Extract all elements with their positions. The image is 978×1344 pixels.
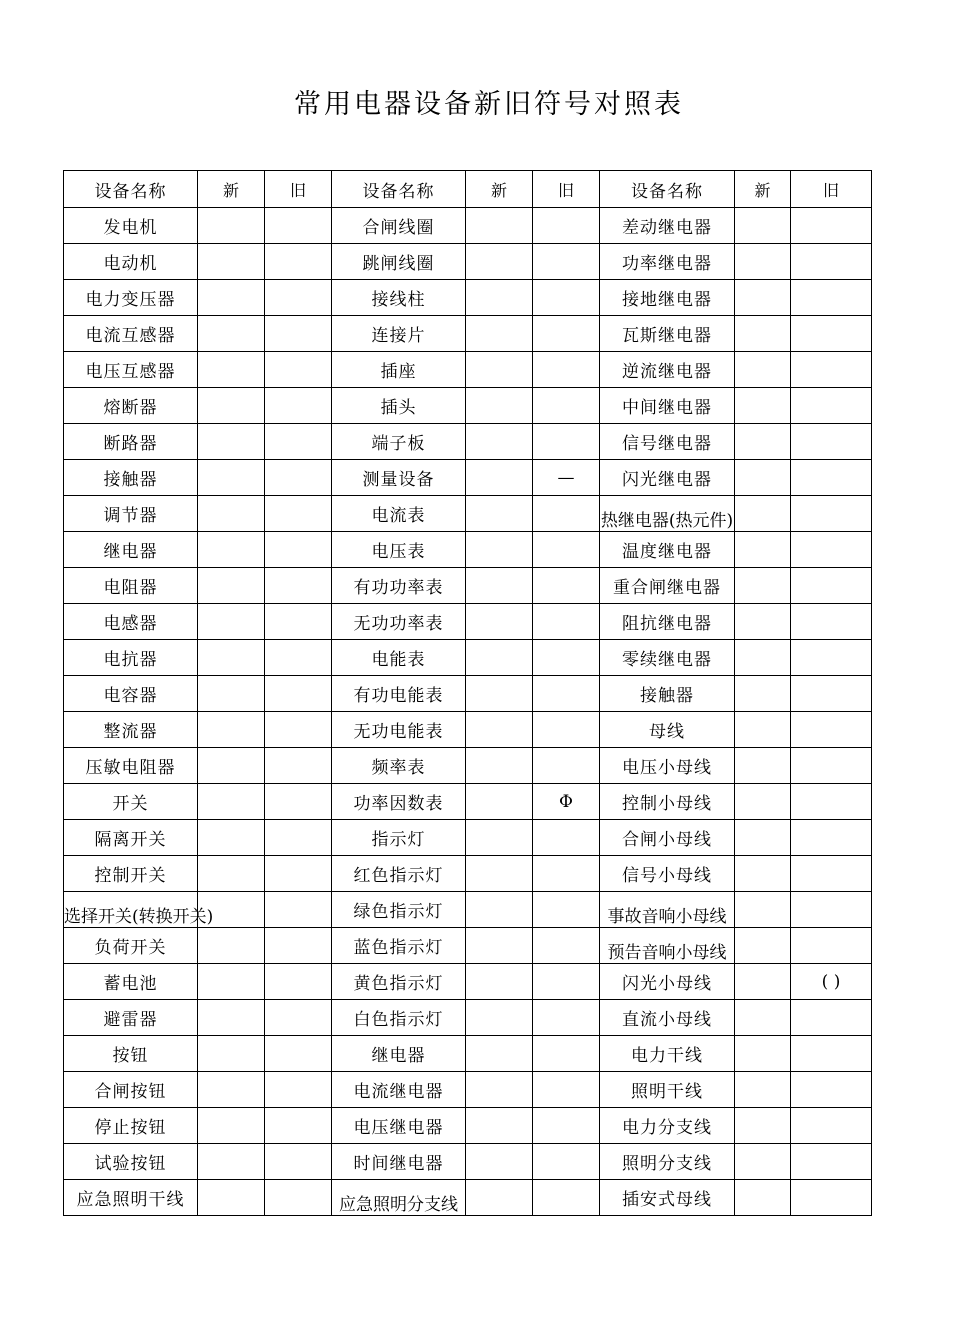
- old-symbol-cell: [533, 928, 600, 964]
- old-symbol-cell: [533, 244, 600, 280]
- old-symbol-cell: [265, 748, 332, 784]
- new-symbol-cell: [466, 892, 533, 928]
- old-symbol-cell: [791, 496, 872, 532]
- header-old-2: 旧: [533, 171, 600, 208]
- new-symbol-cell: [198, 820, 265, 856]
- device-name-cell: 电力干线: [600, 1036, 735, 1072]
- old-symbol-cell: [533, 496, 600, 532]
- device-name-cell: 直流小母线: [600, 1000, 735, 1036]
- new-symbol-cell: [735, 1000, 791, 1036]
- device-name-cell: 电能表: [332, 640, 466, 676]
- page-title: 常用电器设备新旧符号对照表: [294, 89, 684, 120]
- header-new-2: 新: [466, 171, 533, 208]
- table-row: [64, 928, 872, 964]
- new-symbol-cell: [198, 460, 265, 496]
- old-symbol-cell: [265, 1180, 332, 1216]
- old-symbol-cell: [265, 892, 332, 928]
- old-symbol-cell: [533, 1108, 600, 1144]
- device-name-cell: 应急照明分支线: [332, 1180, 466, 1216]
- table-row: [64, 892, 872, 928]
- new-symbol-cell: [466, 496, 533, 532]
- new-symbol-cell: [198, 676, 265, 712]
- new-symbol-cell: [735, 640, 791, 676]
- old-symbol-cell: [533, 1144, 600, 1180]
- device-name-cell: 按钮: [64, 1036, 198, 1072]
- old-symbol-cell: [791, 1000, 872, 1036]
- device-name-cell: 熔断器: [64, 388, 198, 424]
- device-name-cell: 电压表: [332, 532, 466, 568]
- header-old-3: 旧: [791, 171, 872, 208]
- new-symbol-cell: [466, 424, 533, 460]
- device-name-cell: 端子板: [332, 424, 466, 460]
- old-symbol-cell: [533, 604, 600, 640]
- old-symbol-cell: [791, 568, 872, 604]
- device-name-cell: 热继电器(热元件): [600, 496, 735, 532]
- device-name-cell: 闪光继电器: [600, 460, 735, 496]
- new-symbol-cell: [198, 280, 265, 316]
- old-symbol-cell: [265, 1000, 332, 1036]
- new-symbol-cell: [735, 1072, 791, 1108]
- old-symbol-cell: [533, 352, 600, 388]
- new-symbol-cell: [198, 1180, 265, 1216]
- table-row: [64, 784, 872, 820]
- device-name-cell: 电流表: [332, 496, 466, 532]
- old-symbol-cell: [265, 208, 332, 244]
- new-symbol-cell: [466, 316, 533, 352]
- old-symbol-cell: [791, 1036, 872, 1072]
- new-symbol-cell: [466, 964, 533, 1000]
- new-symbol-cell: [735, 748, 791, 784]
- new-symbol-cell: [466, 1000, 533, 1036]
- old-symbol-cell: [533, 568, 600, 604]
- old-symbol-cell: [533, 424, 600, 460]
- old-symbol-cell: —: [533, 460, 600, 496]
- new-symbol-cell: [735, 892, 791, 928]
- new-symbol-cell: [735, 604, 791, 640]
- device-name-cell: 阻抗继电器: [600, 604, 735, 640]
- device-name-cell: 信号小母线: [600, 856, 735, 892]
- device-name-cell: 电抗器: [64, 640, 198, 676]
- new-symbol-cell: [735, 316, 791, 352]
- table-row: [64, 388, 872, 424]
- device-name-cell: 电压小母线: [600, 748, 735, 784]
- old-symbol-cell: [265, 388, 332, 424]
- device-name-cell: 电力变压器: [64, 280, 198, 316]
- old-symbol-cell: [533, 676, 600, 712]
- old-symbol-cell: [265, 532, 332, 568]
- device-name-cell: 控制小母线: [600, 784, 735, 820]
- device-name-cell: 开关: [64, 784, 198, 820]
- new-symbol-cell: [466, 460, 533, 496]
- device-name-cell: 功率因数表: [332, 784, 466, 820]
- device-name-cell: 蓄电池: [64, 964, 198, 1000]
- device-name-cell: 合闸小母线: [600, 820, 735, 856]
- table-row: [64, 1000, 872, 1036]
- new-symbol-cell: [198, 1000, 265, 1036]
- old-symbol-cell: [791, 604, 872, 640]
- header-old-1: 旧: [265, 171, 332, 208]
- old-symbol-cell: [791, 640, 872, 676]
- new-symbol-cell: [735, 532, 791, 568]
- table-row: [64, 1144, 872, 1180]
- device-name-cell: 电流互感器: [64, 316, 198, 352]
- new-symbol-cell: [735, 388, 791, 424]
- header-row: [64, 171, 872, 208]
- new-symbol-cell: [198, 244, 265, 280]
- new-symbol-cell: [198, 856, 265, 892]
- device-name-cell: 重合闸继电器: [600, 568, 735, 604]
- table-row: [64, 424, 872, 460]
- table-row: [64, 712, 872, 748]
- new-symbol-cell: [466, 820, 533, 856]
- table-row: [64, 568, 872, 604]
- old-symbol-cell: [533, 1072, 600, 1108]
- old-symbol-cell: [791, 1108, 872, 1144]
- device-name-cell: 蓝色指示灯: [332, 928, 466, 964]
- new-symbol-cell: [198, 388, 265, 424]
- new-symbol-cell: [735, 244, 791, 280]
- new-symbol-cell: [735, 568, 791, 604]
- new-symbol-cell: [198, 964, 265, 1000]
- new-symbol-cell: [466, 748, 533, 784]
- device-name-cell: 逆流继电器: [600, 352, 735, 388]
- device-name-cell: 电阻器: [64, 568, 198, 604]
- old-symbol-cell: [791, 892, 872, 928]
- device-name-cell: 跳闸线圈: [332, 244, 466, 280]
- new-symbol-cell: [198, 568, 265, 604]
- new-symbol-cell: [466, 1180, 533, 1216]
- table-row: [64, 316, 872, 352]
- device-name-cell: 无功功率表: [332, 604, 466, 640]
- old-symbol-cell: [533, 1036, 600, 1072]
- new-symbol-cell: [198, 316, 265, 352]
- new-symbol-cell: [198, 532, 265, 568]
- old-symbol-cell: [265, 856, 332, 892]
- new-symbol-cell: [198, 640, 265, 676]
- old-symbol-cell: [265, 712, 332, 748]
- device-name-cell: 指示灯: [332, 820, 466, 856]
- old-symbol-cell: [533, 208, 600, 244]
- old-symbol-cell: [533, 1000, 600, 1036]
- new-symbol-cell: [466, 784, 533, 820]
- table-row: [64, 532, 872, 568]
- new-symbol-cell: [735, 424, 791, 460]
- new-symbol-cell: [198, 1108, 265, 1144]
- device-name-cell: 发电机: [64, 208, 198, 244]
- new-symbol-cell: [198, 352, 265, 388]
- new-symbol-cell: [466, 388, 533, 424]
- new-symbol-cell: [198, 1072, 265, 1108]
- new-symbol-cell: [466, 1144, 533, 1180]
- new-symbol-cell: [466, 280, 533, 316]
- device-name-cell: 应急照明干线: [64, 1180, 198, 1216]
- device-name-cell: 绿色指示灯: [332, 892, 466, 928]
- old-symbol-cell: [265, 1072, 332, 1108]
- new-symbol-cell: [198, 604, 265, 640]
- table-row: [64, 1036, 872, 1072]
- old-symbol-cell: [791, 748, 872, 784]
- device-name-cell: 有功功率表: [332, 568, 466, 604]
- header-device-name-1: 设备名称: [64, 171, 198, 208]
- new-symbol-cell: [466, 712, 533, 748]
- device-name-cell: 母线: [600, 712, 735, 748]
- old-symbol-cell: [533, 640, 600, 676]
- old-symbol-cell: [791, 820, 872, 856]
- device-name-cell: 照明干线: [600, 1072, 735, 1108]
- old-symbol-cell: [265, 640, 332, 676]
- new-symbol-cell: [466, 208, 533, 244]
- device-name-cell: 差动继电器: [600, 208, 735, 244]
- new-symbol-cell: [466, 1036, 533, 1072]
- device-name-cell: 负荷开关: [64, 928, 198, 964]
- old-symbol-cell: [791, 208, 872, 244]
- old-symbol-cell: [265, 1144, 332, 1180]
- device-name-cell: 试验按钮: [64, 1144, 198, 1180]
- old-symbol-cell: [265, 784, 332, 820]
- device-name-cell: 电力分支线: [600, 1108, 735, 1144]
- old-symbol-cell: [533, 316, 600, 352]
- table-row: [64, 676, 872, 712]
- device-name-cell: 信号继电器: [600, 424, 735, 460]
- table-row: [64, 604, 872, 640]
- device-name-cell: 接地继电器: [600, 280, 735, 316]
- device-name-cell: 中间继电器: [600, 388, 735, 424]
- new-symbol-cell: [198, 928, 265, 964]
- old-symbol-cell: [265, 352, 332, 388]
- old-symbol-cell: [791, 712, 872, 748]
- device-name-cell: 整流器: [64, 712, 198, 748]
- table-row: [64, 244, 872, 280]
- header-new-3: 新: [735, 171, 791, 208]
- device-name-cell: 合闸线圈: [332, 208, 466, 244]
- table-row: [64, 208, 872, 244]
- device-name-cell: 电压继电器: [332, 1108, 466, 1144]
- old-symbol-cell: [791, 1180, 872, 1216]
- new-symbol-cell: [466, 244, 533, 280]
- new-symbol-cell: [466, 352, 533, 388]
- old-symbol-cell: [533, 388, 600, 424]
- new-symbol-cell: [735, 820, 791, 856]
- device-name-cell: 插头: [332, 388, 466, 424]
- table-row: [64, 1108, 872, 1144]
- old-symbol-cell: [265, 280, 332, 316]
- old-symbol-cell: [791, 676, 872, 712]
- new-symbol-cell: [466, 640, 533, 676]
- new-symbol-cell: [735, 856, 791, 892]
- old-symbol-cell: [265, 460, 332, 496]
- device-name-cell: 选择开关(转换开关): [64, 892, 198, 928]
- old-symbol-cell: [265, 496, 332, 532]
- old-symbol-cell: [533, 532, 600, 568]
- new-symbol-cell: [735, 676, 791, 712]
- old-symbol-cell: [265, 604, 332, 640]
- table-row: [64, 280, 872, 316]
- device-name-cell: 零续继电器: [600, 640, 735, 676]
- device-name-cell: 压敏电阻器: [64, 748, 198, 784]
- old-symbol-cell: [533, 964, 600, 1000]
- device-name-cell: 瓦斯继电器: [600, 316, 735, 352]
- device-name-cell: 合闸按钮: [64, 1072, 198, 1108]
- table-row: [64, 1180, 872, 1216]
- new-symbol-cell: [735, 280, 791, 316]
- symbol-table: [63, 170, 872, 1216]
- device-name-cell: 继电器: [332, 1036, 466, 1072]
- new-symbol-cell: [735, 712, 791, 748]
- old-symbol-cell: [265, 1036, 332, 1072]
- new-symbol-cell: [466, 532, 533, 568]
- device-name-cell: 闪光小母线: [600, 964, 735, 1000]
- table-row: [64, 496, 872, 532]
- new-symbol-cell: [735, 928, 791, 964]
- new-symbol-cell: [198, 1144, 265, 1180]
- device-name-cell: 电感器: [64, 604, 198, 640]
- new-symbol-cell: [198, 784, 265, 820]
- old-symbol-cell: [265, 820, 332, 856]
- old-symbol-cell: ( ): [791, 964, 872, 1000]
- old-symbol-cell: [791, 532, 872, 568]
- new-symbol-cell: [198, 1036, 265, 1072]
- new-symbol-cell: [466, 928, 533, 964]
- table-row: [64, 964, 872, 1000]
- device-name-cell: 继电器: [64, 532, 198, 568]
- new-symbol-cell: [198, 496, 265, 532]
- old-symbol-cell: [791, 244, 872, 280]
- table-row: [64, 640, 872, 676]
- old-symbol-cell: [791, 460, 872, 496]
- new-symbol-cell: [735, 496, 791, 532]
- device-name-cell: 预告音响小母线: [600, 928, 735, 964]
- device-name-cell: 有功电能表: [332, 676, 466, 712]
- device-name-cell: 照明分支线: [600, 1144, 735, 1180]
- device-name-cell: 电压互感器: [64, 352, 198, 388]
- device-name-cell: 电容器: [64, 676, 198, 712]
- device-name-cell: 功率继电器: [600, 244, 735, 280]
- new-symbol-cell: [735, 1036, 791, 1072]
- new-symbol-cell: [735, 1144, 791, 1180]
- new-symbol-cell: [198, 712, 265, 748]
- new-symbol-cell: [735, 964, 791, 1000]
- new-symbol-cell: [466, 1108, 533, 1144]
- new-symbol-cell: [735, 784, 791, 820]
- device-name-cell: 电流继电器: [332, 1072, 466, 1108]
- old-symbol-cell: [265, 964, 332, 1000]
- device-name-cell: 避雷器: [64, 1000, 198, 1036]
- old-symbol-cell: [533, 1180, 600, 1216]
- old-symbol-cell: [791, 928, 872, 964]
- old-symbol-cell: [533, 892, 600, 928]
- old-symbol-cell: [533, 820, 600, 856]
- device-name-cell: 测量设备: [332, 460, 466, 496]
- old-symbol-cell: [791, 280, 872, 316]
- new-symbol-cell: [735, 1108, 791, 1144]
- old-symbol-cell: [265, 928, 332, 964]
- old-symbol-cell: [791, 352, 872, 388]
- new-symbol-cell: [735, 208, 791, 244]
- old-symbol-cell: [791, 1072, 872, 1108]
- new-symbol-cell: [198, 748, 265, 784]
- device-name-cell: 时间继电器: [332, 1144, 466, 1180]
- new-symbol-cell: [198, 208, 265, 244]
- new-symbol-cell: [466, 676, 533, 712]
- device-name-cell: 接线柱: [332, 280, 466, 316]
- table-row: [64, 856, 872, 892]
- old-symbol-cell: [791, 784, 872, 820]
- new-symbol-cell: [735, 352, 791, 388]
- header-device-name-3: 设备名称: [600, 171, 735, 208]
- old-symbol-cell: [533, 856, 600, 892]
- device-name-cell: 隔离开关: [64, 820, 198, 856]
- table-row: [64, 748, 872, 784]
- new-symbol-cell: [735, 1180, 791, 1216]
- header-new-1: 新: [198, 171, 265, 208]
- old-symbol-cell: Φ: [533, 784, 600, 820]
- table-row: [64, 820, 872, 856]
- old-symbol-cell: [533, 280, 600, 316]
- device-name-cell: 调节器: [64, 496, 198, 532]
- device-name-cell: 黄色指示灯: [332, 964, 466, 1000]
- device-name-cell: 停止按钮: [64, 1108, 198, 1144]
- old-symbol-cell: [265, 316, 332, 352]
- old-symbol-cell: [265, 1108, 332, 1144]
- old-symbol-cell: [791, 316, 872, 352]
- new-symbol-cell: [466, 604, 533, 640]
- new-symbol-cell: [466, 856, 533, 892]
- table-row: [64, 460, 872, 496]
- device-name-cell: 红色指示灯: [332, 856, 466, 892]
- new-symbol-cell: [198, 424, 265, 460]
- device-name-cell: 接触器: [600, 676, 735, 712]
- old-symbol-cell: [265, 424, 332, 460]
- old-symbol-cell: [533, 748, 600, 784]
- old-symbol-cell: [265, 676, 332, 712]
- old-symbol-cell: [791, 424, 872, 460]
- new-symbol-cell: [466, 1072, 533, 1108]
- table-row: [64, 1072, 872, 1108]
- device-name-cell: 插座: [332, 352, 466, 388]
- old-symbol-cell: [791, 856, 872, 892]
- header-device-name-2: 设备名称: [332, 171, 466, 208]
- old-symbol-cell: [533, 712, 600, 748]
- device-name-cell: 事故音响小母线: [600, 892, 735, 928]
- device-name-cell: 控制开关: [64, 856, 198, 892]
- device-name-cell: 温度继电器: [600, 532, 735, 568]
- old-symbol-cell: [265, 568, 332, 604]
- new-symbol-cell: [735, 460, 791, 496]
- old-symbol-cell: [791, 388, 872, 424]
- device-name-cell: 无功电能表: [332, 712, 466, 748]
- table-row: [64, 352, 872, 388]
- device-name-cell: 连接片: [332, 316, 466, 352]
- device-name-cell: 断路器: [64, 424, 198, 460]
- device-name-cell: 频率表: [332, 748, 466, 784]
- old-symbol-cell: [265, 244, 332, 280]
- old-symbol-cell: [791, 1144, 872, 1180]
- device-name-cell: 电动机: [64, 244, 198, 280]
- device-name-cell: 白色指示灯: [332, 1000, 466, 1036]
- device-name-cell: 插安式母线: [600, 1180, 735, 1216]
- device-name-cell: 接触器: [64, 460, 198, 496]
- new-symbol-cell: [466, 568, 533, 604]
